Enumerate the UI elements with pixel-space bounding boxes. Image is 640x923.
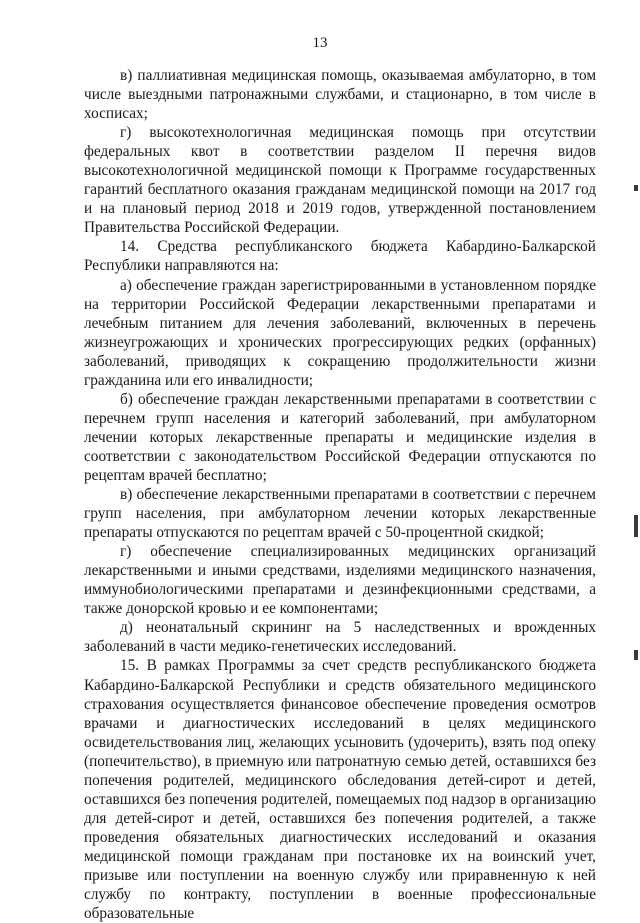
paragraph-14v: в) обеспечение лекарственными препаратами в соответствии с перечнем групп населения, при амбулаторном лечении которых лекарственные препараты отпускаются по рецептам врачей с 50-процентной скидкой; [84, 486, 596, 542]
paragraph-14d: д) неонатальный скрининг на 5 наследственных и врожденных заболеваний в части медико-генетических исследований. [84, 619, 596, 656]
paragraph-14b: б) обеспечение граждан лекарственными препаратами в соответствии с перечнем групп населения и категорий заболеваний, при амбулаторном лечении которых лекарственные препараты и медицинские изделия в соответствии с законодательством Российской Федерации отпускаются по рецептам врачей бесплатно; [84, 390, 596, 484]
scan-edge-mark [634, 185, 638, 191]
paragraph-high-tech-care: г) высокотехнологичная медицинская помощь при отсутствии федеральных квот в соответствии разделом II перечня видов высокотехнологичной медицинской помощи к Программе государственных гарантий бесплатного оказания гражданам медицинской помощи на 2017 год и на плановый период 2018 и 2019 годов, утвержденной постановлением Правительства Российской Федерации. [84, 124, 596, 237]
page-number: 13 [312, 35, 328, 51]
scan-edge-mark [634, 650, 638, 660]
paragraph-section-15: 15. В рамках Программы за счет средств республиканского бюджета Кабардино-Балкарской Республики и средств обязательного медицинского страхования осуществляется финансовое обеспечение проведения осмотров врачами и диагностических исследований в целях медицинского освидетельствования лиц, желающих усыновить (удочерить), взять под опеку (попечительство), в приемную или патронатную семью детей, оставшихся без попечения родителей, медицинского обследования детей-сирот и детей, оставшихся без попечения родителей, помещаемых под надзор в организацию для детей-сирот и детей, оставшихся без попечения родителей, а также проведения обязательных диагностических исследований и оказания медицинской помощи гражданам при постановке их на воинский учет, призыве или поступлении на военную службу или приравненную к ней службу по контракту, поступлении в военные профессиональные образовательные [84, 657, 596, 923]
paragraph-palliative-care: в) паллиативная медицинская помощь, оказываемая амбулаторно, в том числе выездными патронажными службами, и стационарно, в том числе в хосписах; [84, 67, 596, 123]
paragraph-section-14: 14. Средства республиканского бюджета Кабардино-Балкарской Республики направляются на: [84, 238, 596, 275]
paragraph-14g: г) обеспечение специализированных медицинских организаций лекарственными и иными средствами, изделиями медицинского назначения, иммунобиологическими препаратами и дезинфекционными средствами, а также донорской кровью и ее компонентами; [84, 543, 596, 618]
paragraph-14a: а) обеспечение граждан зарегистрированными в установленном порядке на территории Российской Федерации лекарственными препаратами и лечебным питанием для лечения заболеваний, включенных в перечень жизнеугрожающих и хронических прогрессирующих редких (орфанных) заболеваний, приводящих к сокращению продолжительности жизни гражданина или его инвалидности; [84, 276, 596, 389]
document-body [84, 66, 596, 923]
scan-edge-mark [634, 515, 638, 537]
